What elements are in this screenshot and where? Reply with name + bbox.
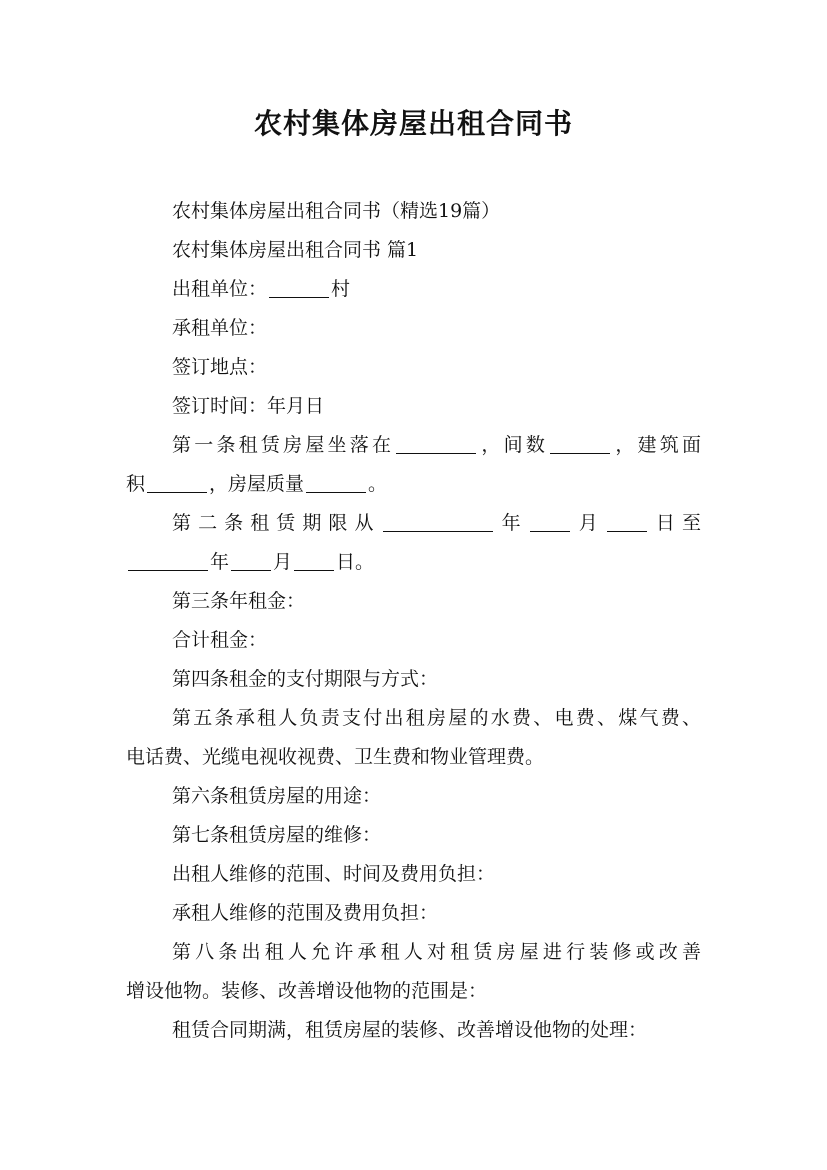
article-3-line: 第三条年租金： bbox=[172, 590, 306, 612]
article-2-line-cont bbox=[126, 547, 701, 577]
fill-blank bbox=[306, 472, 366, 493]
fill-blank bbox=[269, 277, 329, 298]
article-2-text: 月 bbox=[571, 512, 605, 534]
lessee-line: 承租单位： bbox=[172, 317, 268, 339]
sign-place-line: 签订地点： bbox=[172, 356, 268, 378]
fill-blank bbox=[231, 550, 271, 571]
article-1-line bbox=[172, 430, 701, 460]
fill-blank bbox=[396, 433, 476, 454]
lessor-line bbox=[172, 274, 701, 304]
article-1-text: ，间数 bbox=[478, 434, 549, 456]
fill-blank bbox=[383, 511, 493, 532]
document-title: 农村集体房屋出租合同书 bbox=[253, 107, 573, 140]
sign-time-line: 签订时间：年月日 bbox=[172, 395, 325, 417]
fill-blank bbox=[294, 550, 334, 571]
article-1-text: 积 bbox=[126, 473, 146, 495]
lessor-repair-line: 出租人维修的范围、时间及费用负担： bbox=[172, 863, 496, 885]
article-2-text: 日至 bbox=[648, 512, 701, 534]
article-6-line: 第六条租赁房屋的用途： bbox=[172, 785, 382, 807]
article-4-line: 第四条租金的支付期限与方式： bbox=[172, 668, 439, 690]
lessee-repair-line: 承租人维修的范围及费用负担： bbox=[172, 902, 439, 924]
article-2-line bbox=[172, 508, 701, 538]
fill-blank bbox=[147, 472, 207, 493]
subtitle-line: 农村集体房屋出租合同书（精选19篇） bbox=[172, 200, 501, 222]
village-suffix: 村 bbox=[331, 278, 351, 300]
article-1-text: 。 bbox=[368, 473, 388, 495]
article-2-text: 月 bbox=[273, 551, 293, 573]
article-1-text: 第一条租赁房屋坐落在 bbox=[172, 434, 395, 456]
article-8-line-cont: 增设他物。装修、改善增设他物的范围是： bbox=[126, 980, 488, 1002]
fill-blank bbox=[550, 433, 610, 454]
fill-blank bbox=[128, 550, 208, 571]
total-rent-line: 合计租金： bbox=[172, 629, 268, 651]
article-1-text: ，建筑面 bbox=[612, 434, 701, 456]
article-7-line: 第七条租赁房屋的维修： bbox=[172, 824, 382, 846]
lessor-label: 出租单位： bbox=[172, 278, 268, 300]
article-2-text: 日。 bbox=[336, 551, 375, 573]
article-1-line-cont bbox=[126, 469, 701, 499]
section-heading: 农村集体房屋出租合同书 篇1 bbox=[172, 239, 419, 261]
article-2-text: 年 bbox=[210, 551, 230, 573]
article-5-line: 第五条承租人负责支付出租房屋的水费、电费、煤气费、 bbox=[172, 707, 701, 729]
article-1-text: ，房屋质量 bbox=[209, 473, 305, 495]
article-2-text: 年 bbox=[494, 512, 528, 534]
article-2-text: 第二条租赁期限从 bbox=[172, 512, 381, 534]
lease-expiry-line: 租赁合同期满，租赁房屋的装修、改善增设他物的处理： bbox=[172, 1019, 648, 1041]
article-5-line-cont: 电话费、光缆电视收视费、卫生费和物业管理费。 bbox=[126, 746, 545, 768]
fill-blank bbox=[607, 511, 647, 532]
fill-blank bbox=[530, 511, 570, 532]
article-8-line: 第八条出租人允许承租人对租赁房屋进行装修或改善 bbox=[172, 941, 701, 963]
